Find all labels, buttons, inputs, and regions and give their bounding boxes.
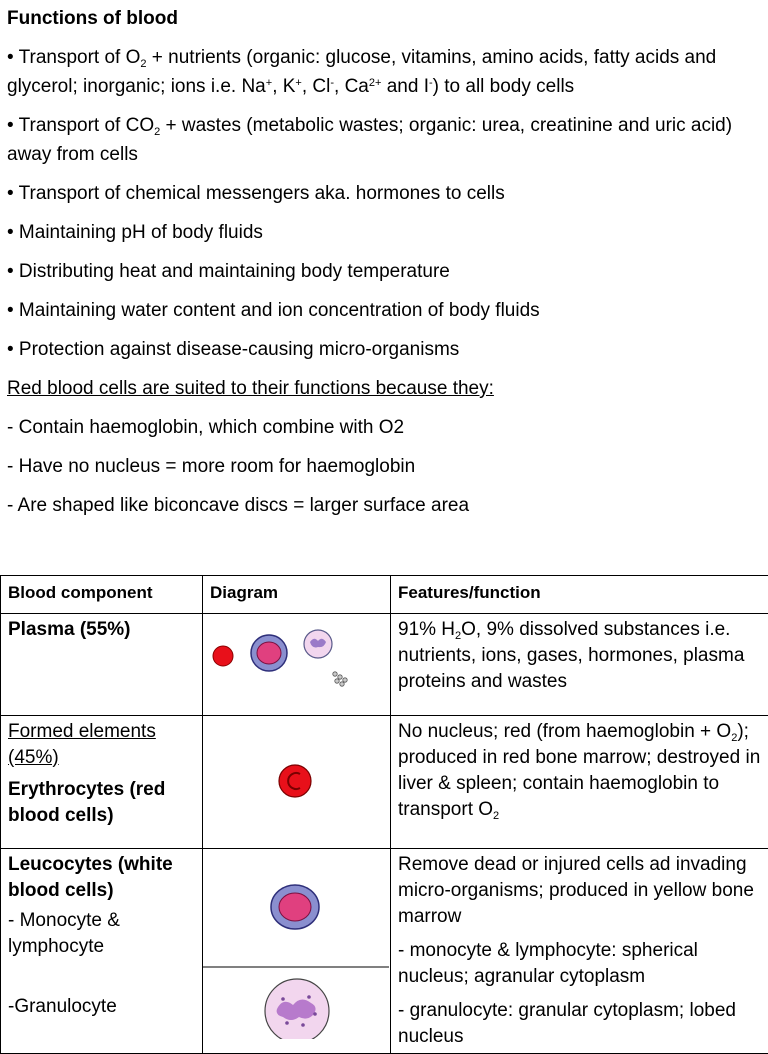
feature-text: Remove dead or injured cells ad invading micro-organisms; produced in yellow bone marrow (398, 852, 761, 930)
table-header-row (1, 576, 768, 614)
erythrocyte-diagram (203, 716, 391, 849)
function-item-co2: • Transport of $CO_2$ + wastes (metabolic wastes; organic: urea, creatinine and uric acid) away from cells (7, 111, 765, 169)
function-item-o2: • Transport of $O_2$ + nutrients (organic: glucose, vitamins, amino acids, fatty acids and glycerol; inorganic; ions i.e. Na+, K+, Cl-, $Ca^{2+}$ and I-) to all body cells (7, 43, 765, 101)
component-name: Erythrocytes (red blood cells) (8, 777, 195, 829)
column-header: Blood component (1, 576, 203, 614)
function-item-heat: • Distributing heat and maintaining body temperature (7, 257, 765, 286)
platelet-icon (333, 672, 347, 686)
blood-components-table (0, 575, 768, 1054)
component-name: Plasma (55%) (8, 619, 131, 640)
component-cell (1, 614, 203, 716)
component-cell (1, 716, 203, 849)
granulocyte-icon (265, 979, 329, 1039)
rbc-point: - Have no nucleus = more room for haemoglobin (7, 452, 765, 481)
plasma-diagram (203, 614, 391, 716)
component-name: Leucocytes (white blood cells) (8, 852, 195, 904)
red-blood-cell-icon (279, 765, 311, 797)
feature-text: - monocyte & lymphocyte: spherical nucleus; agranular cytoplasm (398, 938, 761, 990)
red-cell-icon (213, 646, 233, 666)
granulocyte-icon (304, 630, 332, 658)
leucocyte-diagram (203, 849, 391, 1054)
formed-elements-label: Formed elements (45%) (8, 719, 195, 771)
function-item-hormones: • Transport of chemical messengers aka. hormones to cells (7, 179, 765, 208)
column-header: Features/function (391, 576, 768, 614)
table-row-erythrocytes (1, 716, 768, 849)
table-row-leucocytes (1, 849, 768, 1054)
rbc-point: - Are shaped like biconcave discs = larger surface area (7, 491, 765, 520)
component-cell (1, 849, 203, 1054)
rbc-heading: Red blood cells are suited to their functions because they: (7, 374, 765, 403)
leucocyte-svg (203, 849, 389, 1039)
subtype-label: - Monocyte & lymphocyte (8, 908, 195, 960)
rbc-point: - Contain haemoglobin, which combine with O2 (7, 413, 765, 442)
table-row-plasma (1, 614, 768, 716)
plasma-diagram-svg (203, 614, 389, 714)
erythrocyte-svg (203, 716, 389, 846)
column-header: Diagram (203, 576, 391, 614)
monocyte-icon (271, 885, 319, 929)
features-cell (391, 849, 768, 1054)
features-cell: 91% $H_2O$, 9% dissolved substances i.e. nutrients, ions, gases, hormones, plasma proteins and wastes (391, 614, 768, 716)
white-cell-icon (251, 635, 287, 671)
function-item-ph: • Maintaining pH of body fluids (7, 218, 765, 247)
page-title: Functions of blood (7, 4, 765, 33)
features-cell: No nucleus; red (from haemoglobin + $O_2$); produced in red bone marrow; destroyed in liver & spleen; contain haemoglobin to transport $O_2$ (391, 716, 768, 849)
function-item-water: • Maintaining water content and ion concentration of body fluids (7, 296, 765, 325)
function-item-protection: • Protection against disease-causing micro-organisms (7, 335, 765, 364)
feature-text: - granulocyte: granular cytoplasm; lobed nucleus (398, 998, 761, 1050)
subtype-label: -Granulocyte (8, 994, 195, 1020)
